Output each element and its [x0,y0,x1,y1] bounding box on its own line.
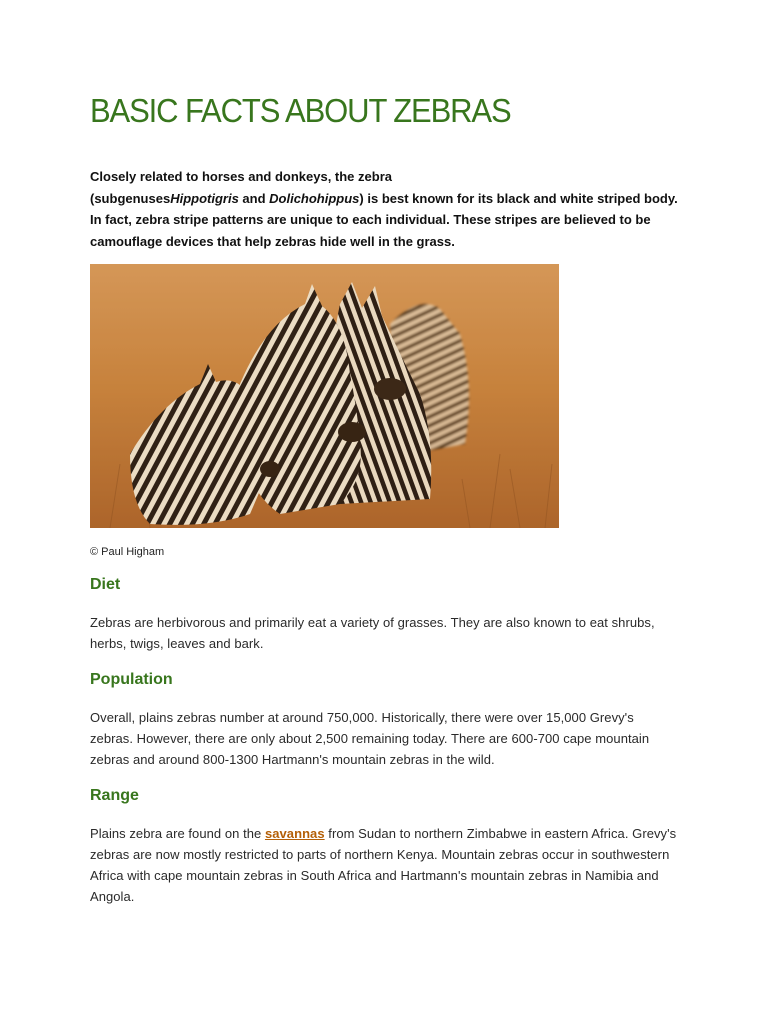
genus-dolichohippus: Dolichohippus [269,190,360,206]
genus-hippotigris: Hippotigris [170,190,239,206]
intro-text-4: ) is best known for its black and white striped body. In fact, zebra stripe patterns are unique to each individual. These stripes are believed to be camouflage devices that help zebras hide well in the grass. [90,190,678,249]
intro-paragraph [90,166,690,252]
heading-diet: Diet [90,576,121,593]
zebra-herd-photo [90,264,559,528]
page-title: BASIC FACTS ABOUT ZEBRAS [90,92,511,129]
paragraph-range [90,823,680,907]
photo-warm-overlay [90,264,559,528]
range-text-before: Plains zebra are found on the [90,826,265,841]
range-text-after: from Sudan to northern Zimbabwe in eastern Africa. Grevy's zebras are now mostly restricted to parts of northern Kenya. Mountain zebras occur in southwestern Africa with cape mountain zebras in South Africa and Hartmann's mountain zebras in Namibia and Angola. [90,826,677,904]
heading-range: Range [90,787,139,804]
paragraph-population: Overall, plains zebras number at around 750,000. Historically, there were over 15,000 Grevy's zebras. However, there are only about 2,500 remaining today. There are 600-700 cape mountain zebras and around 800-1300 Hartmann's mountain zebras in the wild. [90,710,650,767]
paragraph-diet: Zebras are herbivorous and primarily eat a variety of grasses. They are also known to eat shrubs, herbs, twigs, leaves and bark. [90,615,655,651]
intro-text-3: and [238,190,270,206]
photo-credit: © Paul Higham [90,546,165,558]
intro-text-1: Closely related to horses and donkeys, the zebra [90,169,392,184]
heading-population: Population [90,671,173,688]
savannas-link[interactable]: savannas [264,826,325,841]
intro-text-2: (subgenuses [90,190,171,206]
